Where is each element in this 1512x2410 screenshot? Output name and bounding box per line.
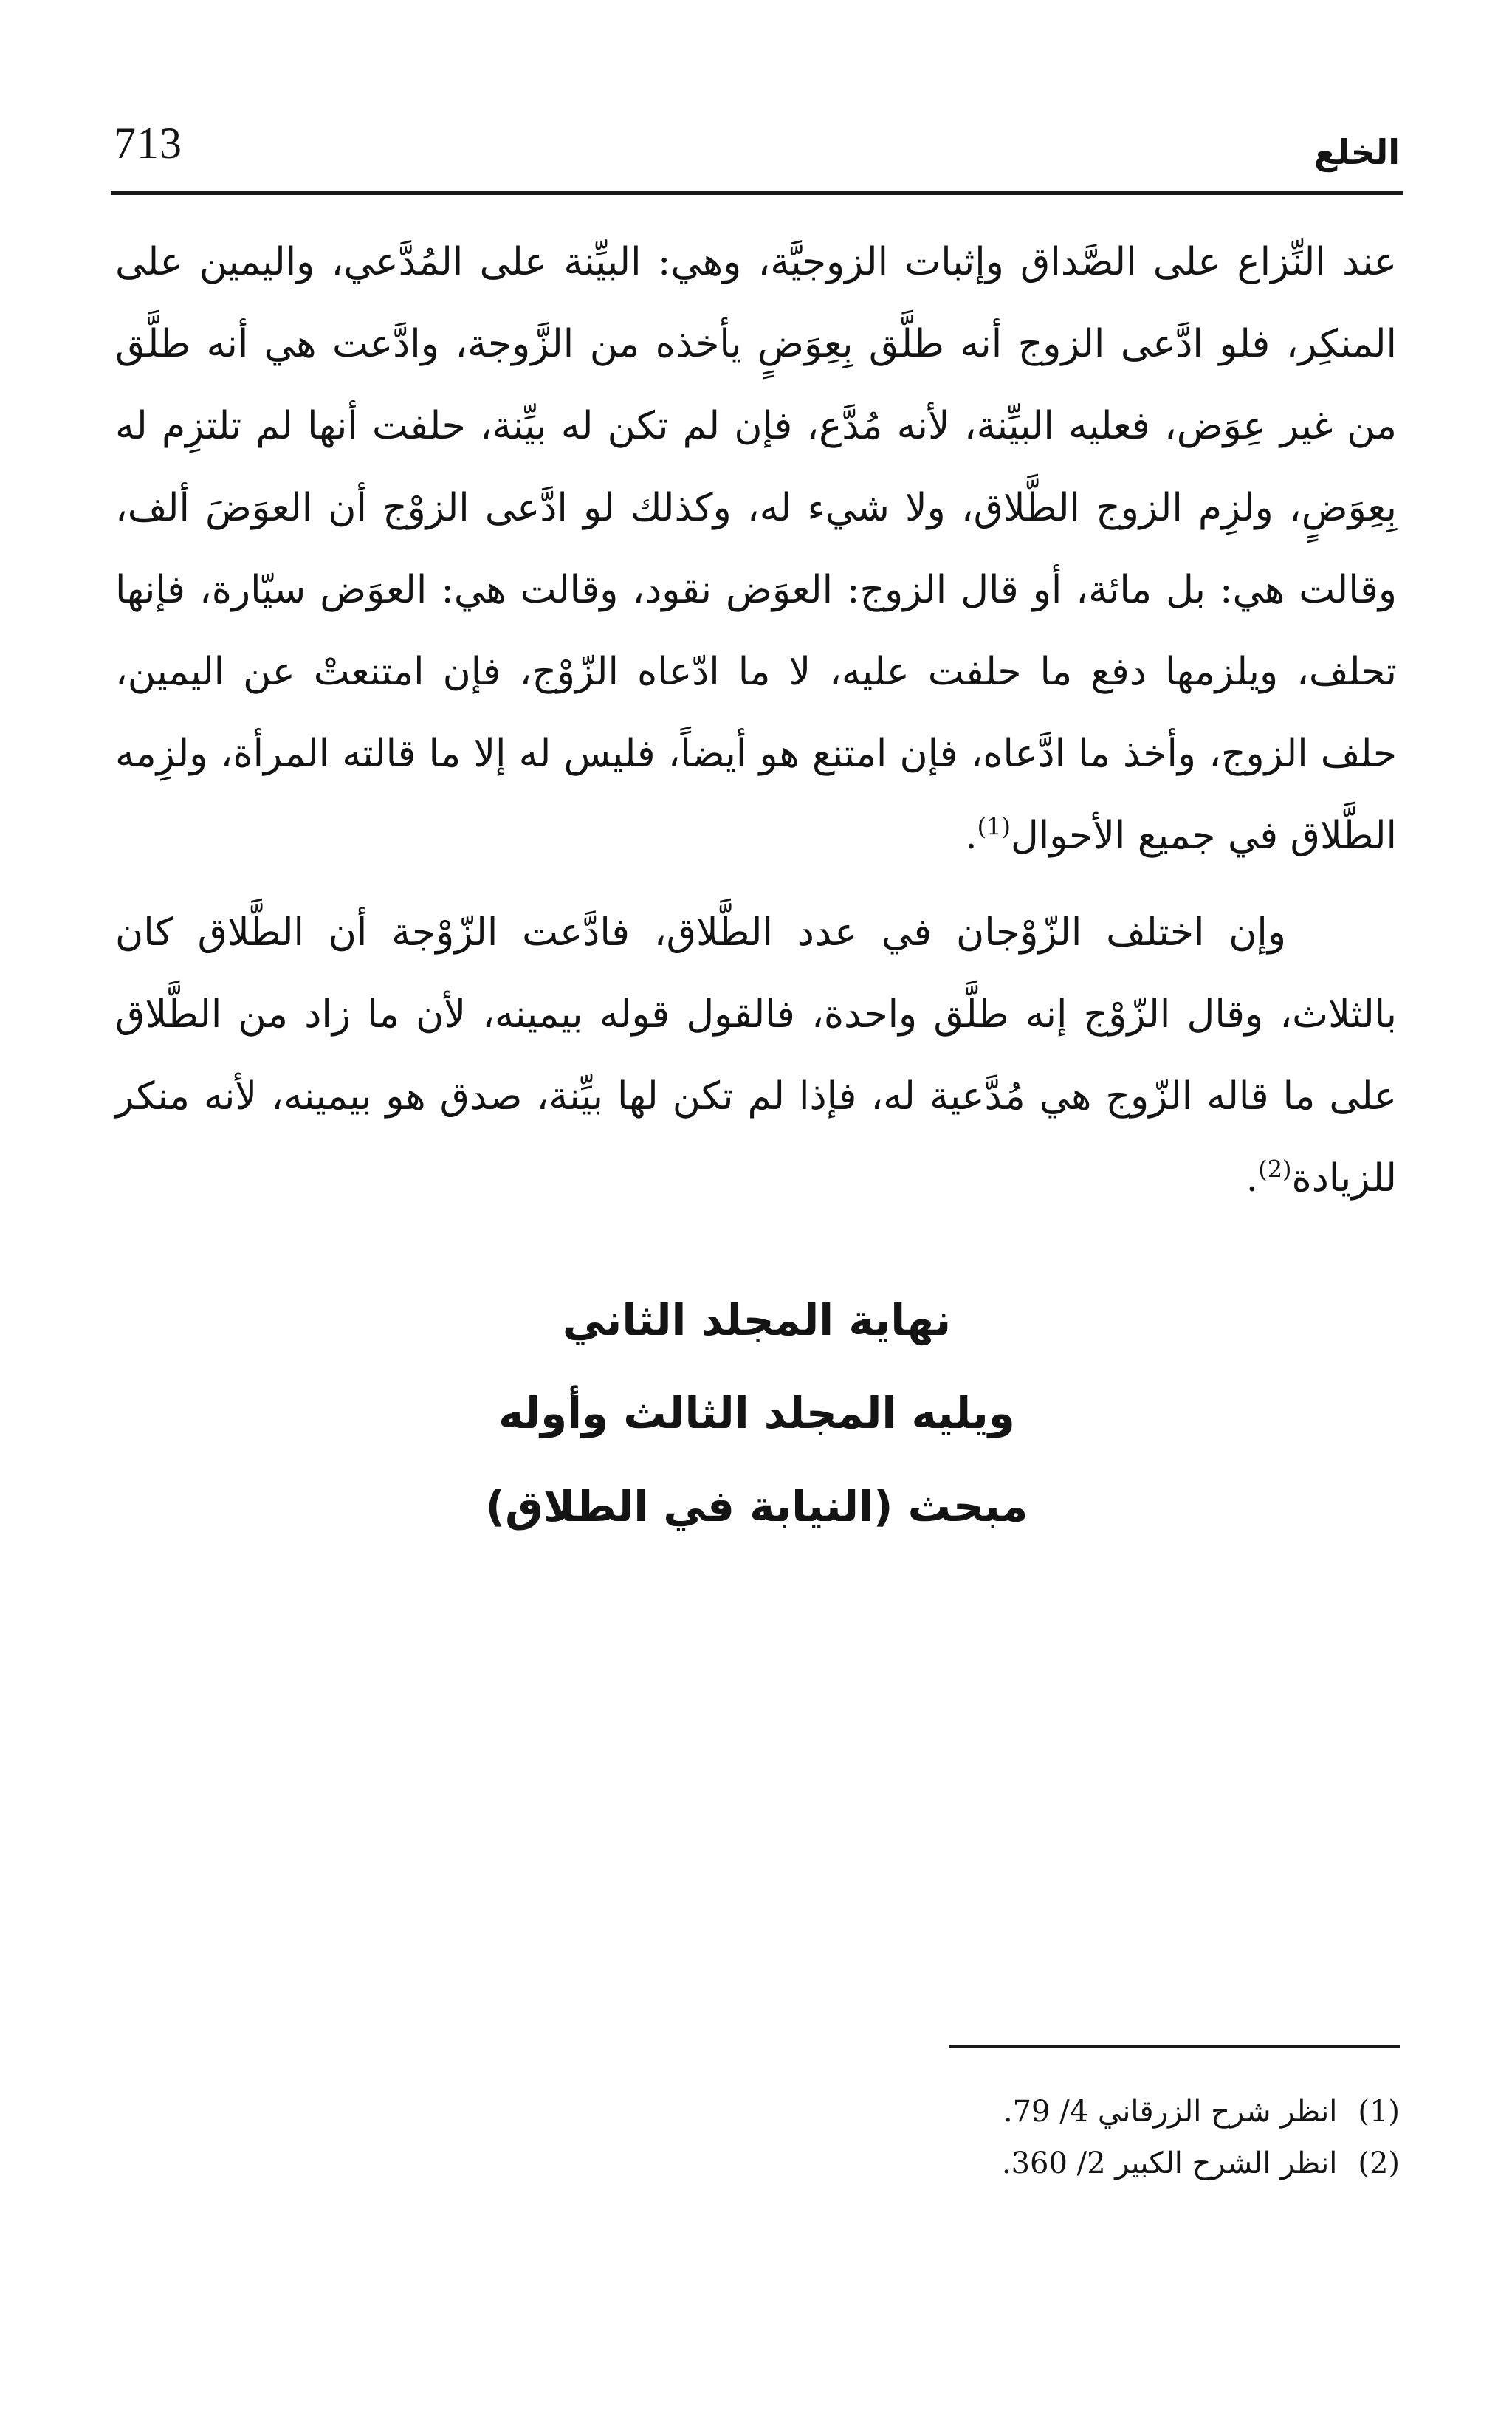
footnote-ref-1[interactable]: (1) (977, 812, 1011, 841)
footnotes (812, 2086, 1400, 2189)
paragraph-1-text: عند النِّزاع على الصَّداق وإثبات الزوجيَّة، وهي: البيِّنة على المُدَّعي، واليمين على المنكِر، فلو ادَّعى الزوج أنه طلَّق بِعِوَضٍ يأخذه من الزَّوجة، وادَّعت هي أنه طلَّق من غير عِوَض، فعليه البيِّنة، لأنه مُدَّع، فإن لم تكن له بيِّنة، حلفت أنها لم تلتزِم له بِعِوَضٍ، ولزِم الزوج الطَّلاق، ولا شيء له، وكذلك لو ادَّعى الزوْج أن العوَضَ ألف، وقالت هي: بل مائة، أو قال الزوج: العوَض نقود، وقالت هي: العوَض سيّارة، فإنها تحلف، ويلزمها دفع ما حلفت عليه، لا ما ادّعاه الزّوْج، فإن امتنعتْ عن اليمين، حلف الزوج، وأخذ ما ادَّعاه، فإن امتنع هو أيضاً، فليس له إلا ما قالته المرأة، ولزِمه الطَّلاق في جميع الأحوال (115, 240, 1397, 858)
footnote-2-marker: (2) (1358, 2146, 1400, 2180)
footnote-1-text: انظر شرح الزرقاني 4/ 79. (1003, 2095, 1338, 2129)
footnote-ref-2[interactable]: (2) (1258, 1155, 1292, 1184)
footnote-2-text: انظر الشرح الكبير 2/ 360. (1001, 2146, 1338, 2180)
volume-end-note (111, 1274, 1403, 1553)
footnote-2 (812, 2138, 1400, 2189)
volume-end-line-1: نهاية المجلد الثاني (562, 1295, 952, 1345)
paragraph-2 (115, 892, 1397, 1220)
paragraph-1-end: . (965, 814, 977, 858)
paragraph-1 (115, 222, 1397, 877)
paragraph-2-text: وإن اختلف الزّوْجان في عدد الطَّلاق، فادَّعت الزّوْجة أن الطَّلاق كان بالثلاث، وقال الزّوْج إنه طلَّق واحدة، فالقول قوله بيمينه، لأن ما زاد من الطَّلاق على ما قاله الزّوج هي مُدَّعية له، فإذا لم تكن لها بيِّنة، صدق هو بيمينه، لأنه منكر للزيادة (115, 910, 1397, 1201)
page-header (111, 109, 1403, 195)
paragraph-2-end: . (1245, 1156, 1259, 1201)
page-number: 713 (114, 119, 182, 168)
footnote-1-marker: (1) (1358, 2095, 1400, 2129)
footnote-1 (812, 2086, 1400, 2138)
footnote-divider (949, 2045, 1400, 2048)
running-title: الخلع (1313, 132, 1400, 172)
volume-end-line-2: ويليه المجلد الثالث وأوله (498, 1388, 1015, 1438)
body-text (115, 222, 1397, 1220)
volume-end-line-3: مبحث (النيابة في الطلاق) (485, 1481, 1028, 1531)
